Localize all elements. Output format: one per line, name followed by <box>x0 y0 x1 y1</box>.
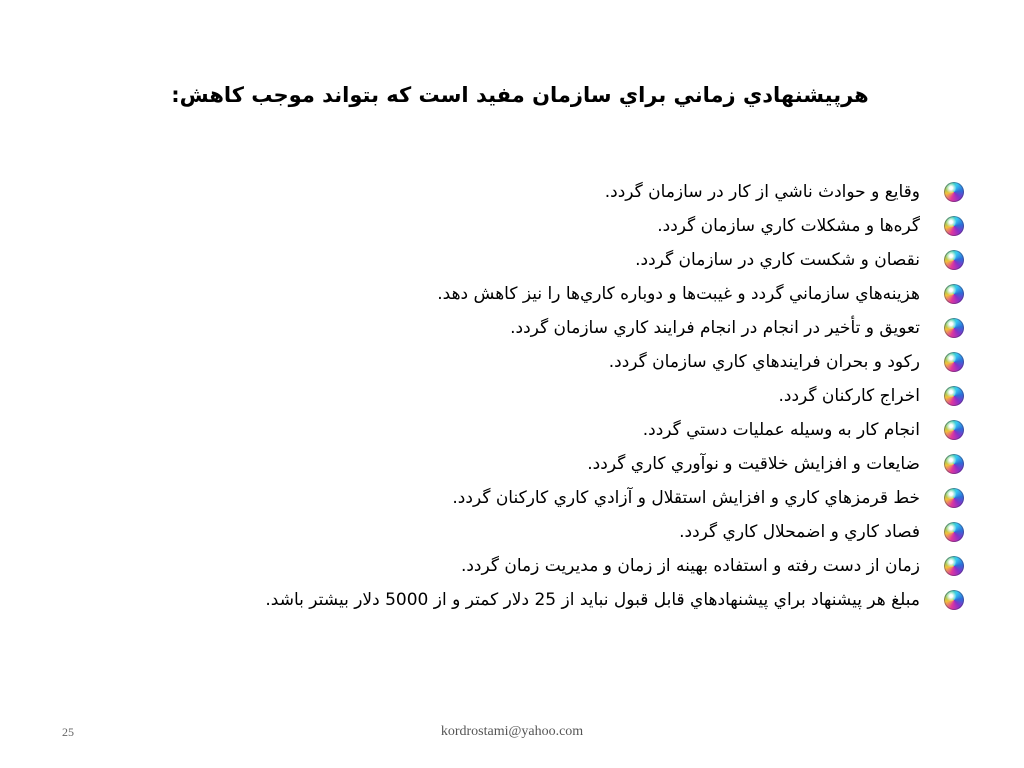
list-item <box>144 549 964 583</box>
bullet-text: وقايع و حوادث ناشي از كار در سازمان گردد. <box>604 182 920 202</box>
list-item <box>144 413 964 447</box>
bullet-sphere-icon <box>944 488 964 508</box>
list-item <box>144 209 964 243</box>
bullet-sphere-icon <box>944 216 964 236</box>
bullet-sphere-icon <box>944 182 964 202</box>
bullet-text: تعويق و تأخير در انجام در انجام فرايند كاري سازمان گردد. <box>510 318 920 338</box>
bullet-sphere-icon <box>944 556 964 576</box>
bullet-text: مبلغ هر پيشنهاد براي پيشنهادهاي قابل قبول نبايد از 25 دلار كمتر و از 5000 دلار بيشتر باشد. <box>265 590 920 610</box>
list-item <box>144 345 964 379</box>
bullet-text: ضايعات و افزايش خلاقيت و نوآوري كاري گردد. <box>587 454 920 474</box>
bullet-text: انجام كار به وسيله عمليات دستي گردد. <box>642 420 920 440</box>
bullet-text: نقصان و شكست كاري در سازمان گردد. <box>635 250 920 270</box>
bullet-sphere-icon <box>944 522 964 542</box>
list-item <box>144 447 964 481</box>
bullet-text: زمان از دست رفته و استفاده بهينه از زمان و مديريت زمان گردد. <box>460 556 920 576</box>
bullet-text: فصاد كاري و اضمحلال كاري گردد. <box>679 522 920 542</box>
list-item <box>144 481 964 515</box>
bullet-sphere-icon <box>944 420 964 440</box>
bullet-sphere-icon <box>944 318 964 338</box>
footer-email: kordrostami@yahoo.com <box>440 724 584 739</box>
bullet-text: اخراج كاركنان گردد. <box>778 386 920 406</box>
list-item <box>144 277 964 311</box>
list-item <box>144 175 964 209</box>
list-item <box>144 583 964 617</box>
list-item <box>144 311 964 345</box>
page-number: 25 <box>62 725 74 739</box>
bullet-sphere-icon <box>944 386 964 406</box>
bullet-sphere-icon <box>944 250 964 270</box>
bullet-sphere-icon <box>944 454 964 474</box>
bullet-text: گره‌ها و مشكلات كاري سازمان گردد. <box>657 216 920 236</box>
bullet-list <box>144 175 964 617</box>
bullet-sphere-icon <box>944 284 964 304</box>
list-item <box>144 243 964 277</box>
bullet-sphere-icon <box>944 352 964 372</box>
bullet-sphere-icon <box>944 590 964 610</box>
list-item <box>144 379 964 413</box>
bullet-text: ركود و بحران فرايندهاي كاري سازمان گردد. <box>608 352 920 372</box>
slide-title: هرپيشنهادي زماني براي سازمان مفيد است كه بتواند موجب كاهش: <box>171 83 869 107</box>
bullet-text: خط قرمزهاي كاري و افزايش استقلال و آزادي كاري كاركنان گردد. <box>452 488 920 508</box>
bullet-text: هزينه‌هاي سازماني گردد و غيبت‌ها و دوباره كاري‌ها را نيز كاهش دهد. <box>437 284 920 304</box>
list-item <box>144 515 964 549</box>
